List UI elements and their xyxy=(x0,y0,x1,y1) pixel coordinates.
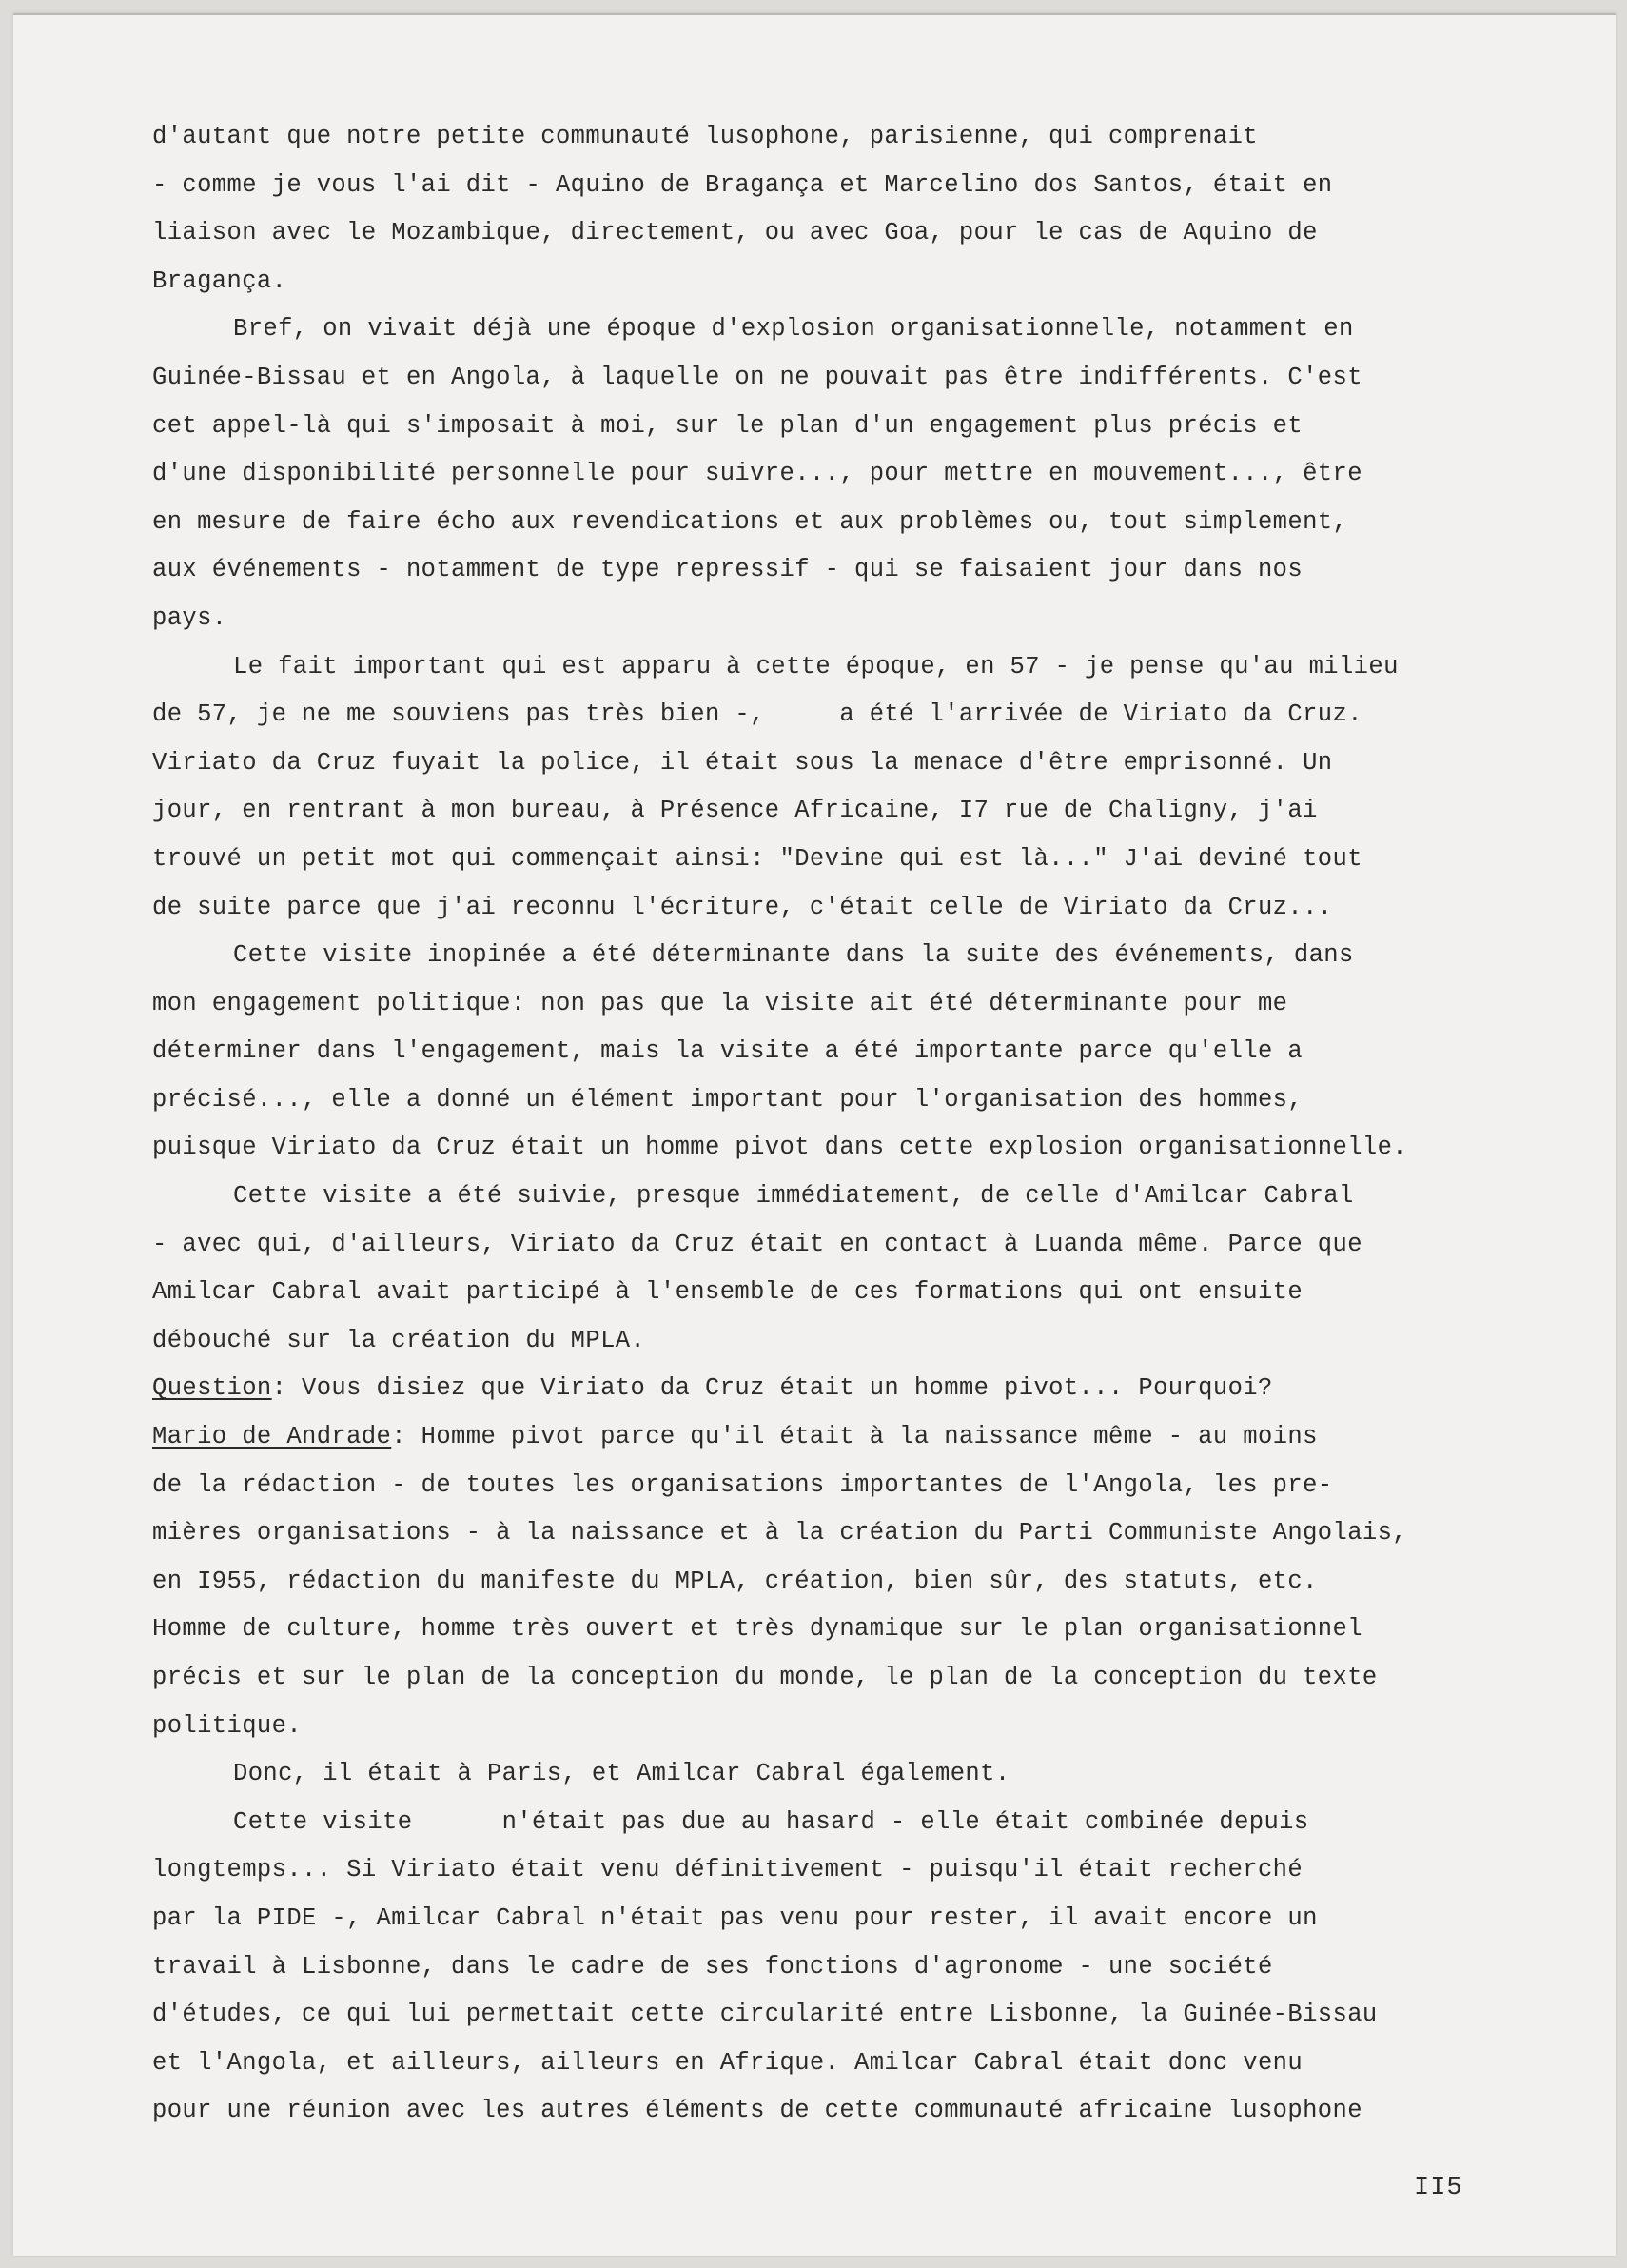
text-line: débouché sur la création du MPLA. xyxy=(152,1326,646,1354)
answer-line xyxy=(152,1413,1598,1462)
text-line: Le fait important qui est apparu à cette époque, en 57 - je pense qu'au milieu xyxy=(233,652,1399,680)
text-line: par la PIDE -, Amilcar Cabral n'était pas venu pour rester, il avait encore un xyxy=(152,1903,1318,1932)
text-line: Bref, on vivait déjà une époque d'explosion organisationnelle, notamment en xyxy=(233,315,1354,344)
page-number: II5 xyxy=(1414,2174,1463,2202)
text-line: liaison avec le Mozambique, directement, ou avec Goa, pour le cas de Aquino de xyxy=(152,219,1318,247)
text-line: précisé..., elle a donné un élément important pour l'organisation des hommes, xyxy=(152,1085,1304,1114)
text-line: d'une disponibilité personnelle pour suivre..., pour mettre en mouvement..., être xyxy=(152,460,1362,488)
question-text: : Vous disiez que Viriato da Cruz était un homme pivot... Pourquoi? xyxy=(271,1374,1273,1403)
text-line: en I955, rédaction du manifeste du MPLA, création, bien sûr, des statuts, etc. xyxy=(152,1567,1318,1595)
text-line: Guinée-Bissau et en Angola, à laquelle on ne pouvait pas être indifférents. C'est xyxy=(152,363,1362,391)
text-line: Bragança. xyxy=(152,266,287,295)
text-line: cet appel-là qui s'imposait à moi, sur le plan d'un engagement plus précis et xyxy=(152,411,1304,440)
text-line: longtemps... Si Viriato était venu définitivement - puisqu'il était recherché xyxy=(152,1856,1304,1884)
text-line: précis et sur le plan de la conception du monde, le plan de la conception du texte xyxy=(152,1664,1378,1691)
text-line: de suite parce que j'ai reconnu l'écriture, c'était celle de Viriato da Cruz... xyxy=(152,893,1333,921)
text-line: pour une réunion avec les autres éléments de cette communauté africaine lusophone xyxy=(152,2097,1362,2125)
text-line: Cette visite n'était pas due au hasard - elle était combinée depuis xyxy=(233,1807,1309,1836)
text-line: Homme de culture, homme très ouvert et très dynamique sur le plan organisationnel xyxy=(152,1615,1362,1644)
text-line: pays. xyxy=(152,603,227,632)
question-line xyxy=(152,1365,1598,1413)
text-line: Donc, il était à Paris, et Amilcar Cabral également. xyxy=(233,1760,1010,1788)
text-line: de la rédaction - de toutes les organisations importantes de l'Angola, les pre- xyxy=(152,1470,1333,1499)
text-line: jour, en rentrant à mon bureau, à Présence Africaine, I7 rue de Chaligny, j'ai xyxy=(152,797,1318,825)
text-line: travail à Lisbonne, dans le cadre de ses fonctions d'agronome - une société xyxy=(152,1952,1273,1981)
text-line: Amilcar Cabral avait participé à l'ensemble de ces formations qui ont ensuite xyxy=(152,1278,1304,1307)
text-line: et l'Angola, et ailleurs, ailleurs en Afrique. Amilcar Cabral était donc venu xyxy=(152,2048,1304,2077)
text-line: de 57, je ne me souviens pas très bien -, a été l'arrivée de Viriato da Cruz. xyxy=(152,700,1362,729)
text-line: puisque Viriato da Cruz était un homme pivot dans cette explosion organisationnelle. xyxy=(152,1134,1408,1162)
text-line: Cette visite inopinée a été déterminante dans la suite des événements, dans xyxy=(233,941,1354,970)
text-line: aux événements - notamment de type repressif - qui se faisaient jour dans nos xyxy=(152,556,1304,584)
typed-text-body xyxy=(152,113,1598,2136)
text-line: Cette visite a été suivie, presque immédiatement, de celle d'Amilcar Cabral xyxy=(233,1182,1354,1211)
text-line: - avec qui, d'ailleurs, Viriato da Cruz était en contact à Luanda même. Parce que xyxy=(152,1230,1362,1258)
answer-text: : Homme pivot parce qu'il était à la naissance même - au moins xyxy=(391,1423,1318,1451)
text-line: - comme je vous l'ai dit - Aquino de Bragança et Marcelino dos Santos, était en xyxy=(152,170,1333,199)
text-line: politique. xyxy=(152,1711,303,1740)
text-line: d'études, ce qui lui permettait cette circularité entre Lisbonne, la Guinée-Bissau xyxy=(152,2001,1378,2029)
question-speaker: Question xyxy=(152,1374,272,1403)
text-line: déterminer dans l'engagement, mais la visite a été importante parce qu'elle a xyxy=(152,1037,1304,1066)
text-line: Viriato da Cruz fuyait la police, il était sous la menace d'être emprisonné. Un xyxy=(152,748,1333,777)
text-line: mières organisations - à la naissance et à la création du Parti Communiste Angolais, xyxy=(152,1519,1408,1548)
text-line: mon engagement politique: non pas que la visite ait été déterminante pour me xyxy=(152,989,1288,1017)
answer-speaker: Mario de Andrade xyxy=(152,1423,392,1451)
text-line: en mesure de faire écho aux revendications et aux problèmes ou, tout simplement, xyxy=(152,507,1348,536)
text-line: d'autant que notre petite communauté lusophone, parisienne, qui comprenait xyxy=(152,123,1258,150)
document-page xyxy=(13,13,1616,2256)
text-line: trouvé un petit mot qui commençait ainsi: "Devine qui est là..." J'ai deviné tout xyxy=(152,844,1362,873)
